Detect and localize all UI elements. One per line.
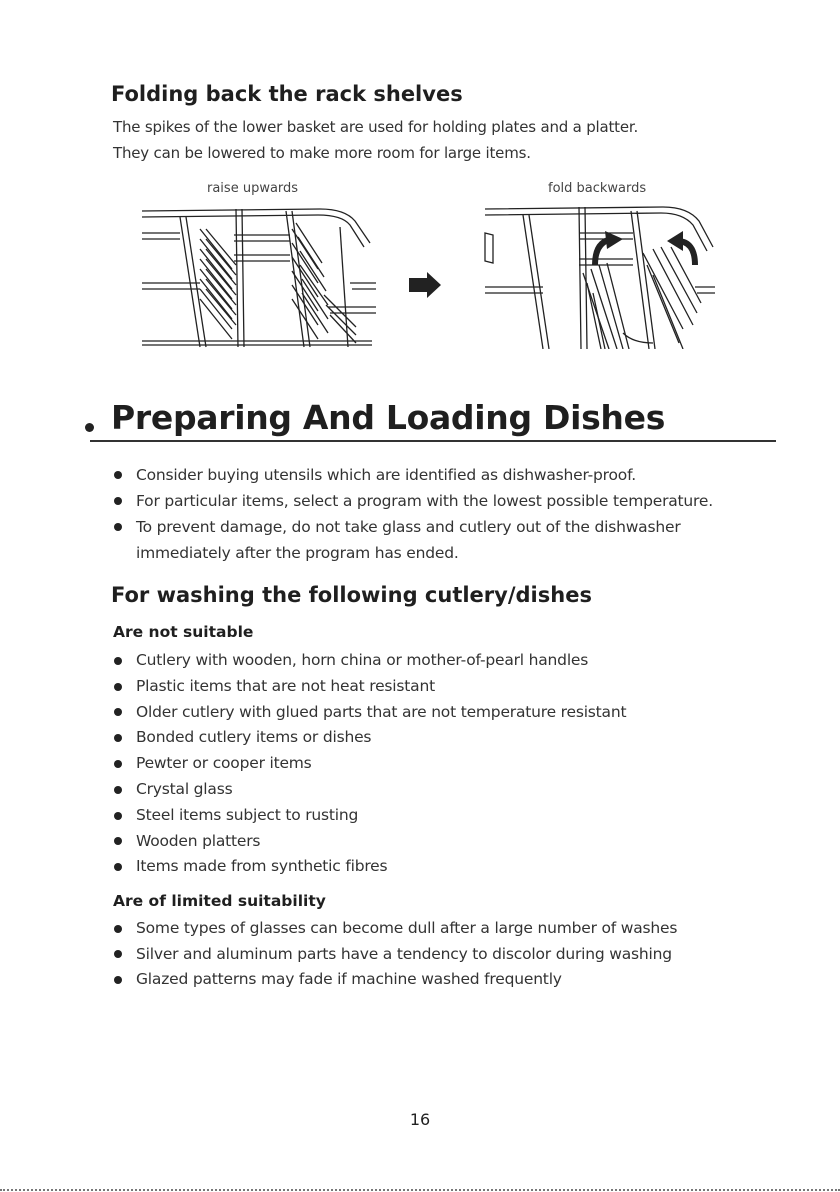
page-bottom-border bbox=[0, 1189, 840, 1191]
limited-suitability-list bbox=[111, 916, 771, 993]
section-title-folding: Folding back the rack shelves bbox=[111, 82, 463, 106]
list-item: Glazed patterns may fade if machine washed frequently bbox=[111, 967, 771, 993]
rack-folded-illustration bbox=[483, 203, 717, 349]
list-item: Plastic items that are not heat resistant bbox=[111, 674, 751, 700]
section-text-line-1: The spikes of the lower basket are used for holding plates and a platter. bbox=[113, 118, 639, 136]
list-item: Older cutlery with glued parts that are not temperature resistant bbox=[111, 700, 751, 726]
page-number: 16 bbox=[409, 1110, 431, 1129]
caption-fold-backwards: fold backwards bbox=[548, 181, 647, 196]
section-text-line-2: They can be lowered to make more room for large items. bbox=[113, 144, 531, 162]
list-item: Cutlery with wooden, horn china or mother-of-pearl handles bbox=[111, 648, 751, 674]
bullet-icon bbox=[114, 976, 122, 984]
rack-raised-illustration bbox=[140, 203, 378, 349]
bullet-icon bbox=[114, 683, 122, 691]
subheading-not-suitable: Are not suitable bbox=[113, 623, 254, 641]
list-item: Crystal glass bbox=[111, 777, 751, 803]
list-item: Bonded cutlery items or dishes bbox=[111, 725, 751, 751]
list-item: Pewter or cooper items bbox=[111, 751, 751, 777]
arrow-right-icon bbox=[409, 272, 443, 298]
bullet-icon bbox=[114, 708, 122, 716]
list-item: Some types of glasses can become dull after a large number of washes bbox=[111, 916, 771, 942]
bullet-icon bbox=[114, 734, 122, 742]
bullet-icon bbox=[114, 925, 122, 933]
bullet-dot-icon bbox=[85, 423, 94, 432]
list-item: Consider buying utensils which are identified as dishwasher-proof. bbox=[111, 462, 751, 488]
list-item-continuation: immediately after the program has ended. bbox=[136, 544, 459, 562]
not-suitable-list bbox=[111, 648, 751, 880]
bullet-icon bbox=[114, 837, 122, 845]
list-item: For particular items, select a program with the lowest possible temperature. bbox=[111, 488, 751, 514]
bullet-icon bbox=[114, 657, 122, 665]
intro-bullet-list bbox=[111, 462, 751, 566]
caption-raise-upwards: raise upwards bbox=[207, 181, 299, 196]
bullet-icon bbox=[114, 497, 122, 505]
bullet-icon bbox=[114, 523, 122, 531]
bullet-icon bbox=[114, 812, 122, 820]
list-item: To prevent damage, do not take glass and cutlery out of the dishwasher bbox=[111, 514, 751, 540]
bullet-icon bbox=[114, 471, 122, 479]
bullet-icon bbox=[114, 863, 122, 871]
list-item: Wooden platters bbox=[111, 829, 751, 855]
bullet-icon bbox=[114, 760, 122, 768]
section-title-washing: For washing the following cutlery/dishes bbox=[111, 583, 592, 607]
list-item: Steel items subject to rusting bbox=[111, 803, 751, 829]
list-item: Silver and aluminum parts have a tendency to discolor during washing bbox=[111, 942, 771, 968]
subheading-limited-suitability: Are of limited suitability bbox=[113, 892, 326, 910]
bullet-icon bbox=[114, 950, 122, 958]
list-item: Items made from synthetic fibres bbox=[111, 854, 751, 880]
bullet-icon bbox=[114, 786, 122, 794]
page-title: Preparing And Loading Dishes bbox=[111, 398, 666, 437]
heading-underline bbox=[90, 440, 776, 442]
